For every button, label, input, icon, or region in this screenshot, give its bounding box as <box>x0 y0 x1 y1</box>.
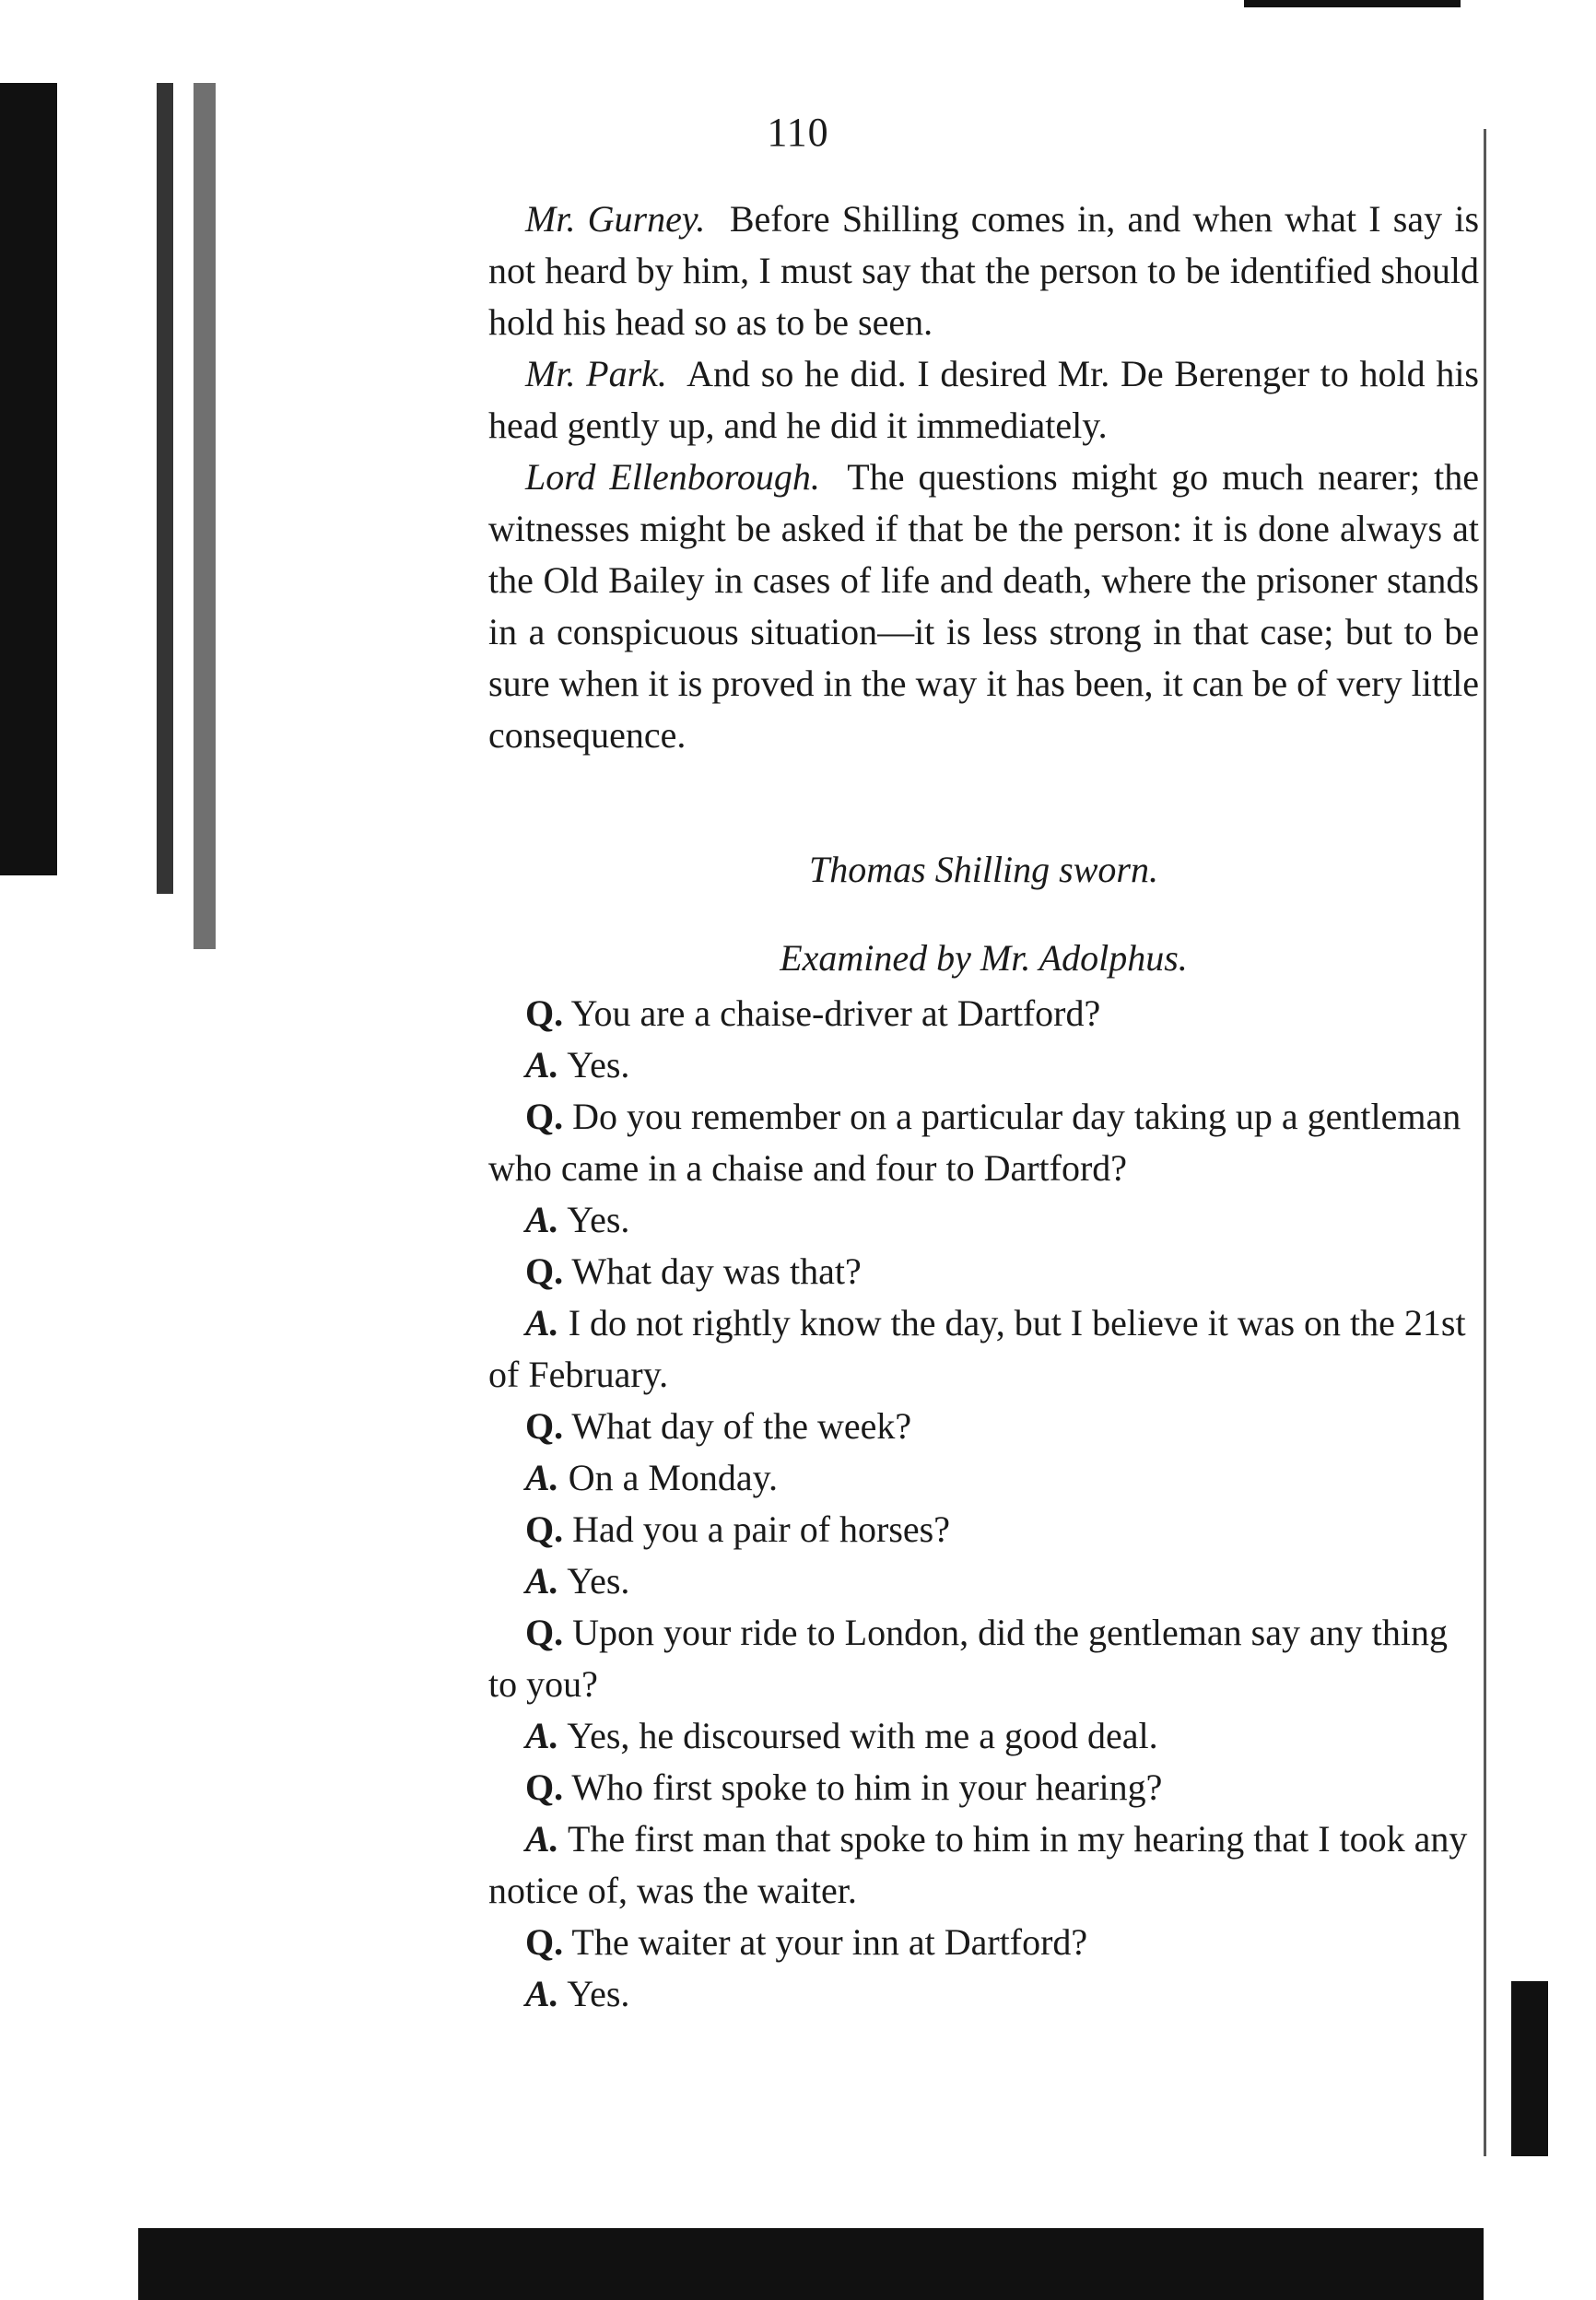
qa-text: Had you a pair of horses? <box>572 1508 950 1550</box>
page-number: 110 <box>767 110 829 155</box>
question-line <box>488 1917 1479 1968</box>
speech-paragraph <box>488 452 1479 761</box>
a-label: A. <box>525 1818 559 1860</box>
scan-right-rule <box>1484 129 1486 2156</box>
question-line <box>488 1607 1479 1710</box>
scan-left-edge <box>0 83 57 875</box>
page-body <box>488 194 1479 2020</box>
qa-text: The first man that spoke to him in my hearing that I took any notice of, was the waiter. <box>488 1818 1468 1911</box>
a-label: A. <box>525 1199 559 1240</box>
question-line <box>488 1762 1479 1813</box>
answer-line <box>488 1813 1479 1917</box>
qa-text: Yes. <box>567 1973 630 2014</box>
examination-heading: Examined by Mr. Adolphus. <box>780 937 1188 979</box>
qa-text: I do not rightly know the day, but I believe it was on the 21st of February. <box>488 1302 1466 1395</box>
scan-binding-shadow-2 <box>194 83 216 949</box>
speaker-name: Lord Ellenborough. <box>525 456 820 498</box>
qa-text: Who first spoke to him in your hearing? <box>571 1766 1163 1808</box>
speaker-name: Mr. Park. <box>525 353 667 394</box>
answer-line <box>488 1555 1479 1607</box>
qa-text: Do you remember on a particular day taking up a gentleman who came in a chaise and four to Dartford? <box>488 1096 1461 1189</box>
question-line <box>488 1246 1479 1297</box>
a-label: A. <box>525 1457 559 1498</box>
question-line <box>488 1401 1479 1452</box>
answer-line <box>488 1710 1479 1762</box>
speech-text: And so he did. I desired Mr. De Berenger to hold his head gently up, and he did it immediately. <box>488 353 1479 446</box>
speech-paragraph <box>488 348 1479 452</box>
qa-text: What day of the week? <box>571 1405 912 1447</box>
qa-text: You are a chaise-driver at Dartford? <box>570 992 1101 1034</box>
qa-text: On a Monday. <box>568 1457 779 1498</box>
a-label: A. <box>525 1715 559 1756</box>
q-label: Q. <box>525 1405 564 1447</box>
qa-text: Yes. <box>567 1044 630 1085</box>
a-label: A. <box>525 1302 559 1344</box>
qa-text: The waiter at your inn at Dartford? <box>571 1921 1088 1963</box>
q-label: Q. <box>525 1612 564 1653</box>
witness-heading: Thomas Shilling sworn. <box>809 849 1158 890</box>
answer-line <box>488 1968 1479 2020</box>
answer-line <box>488 1039 1479 1091</box>
speaker-name: Mr. Gurney. <box>525 198 706 240</box>
scan-top-corner <box>1244 0 1461 7</box>
answer-line <box>488 1297 1479 1401</box>
speech-text: The questions might go much nearer; the witnesses might be asked if that be the person: it is done always at the Old Bailey in cases of life and death, where the prisoner stands in a conspicuous situation—it is less strong in that case; but to be sure when it is proved in the way it has been, it can be of very little consequence. <box>488 456 1480 756</box>
q-label: Q. <box>525 1766 564 1808</box>
qa-text: Yes. <box>567 1199 630 1240</box>
a-label: A. <box>525 1560 559 1602</box>
qa-text: Yes, he discoursed with me a good deal. <box>567 1715 1158 1756</box>
a-label: A. <box>525 1044 559 1085</box>
question-line <box>488 988 1479 1039</box>
qa-text: What day was that? <box>571 1250 862 1292</box>
qa-text: Upon your ride to London, did the gentleman say any thing to you? <box>488 1612 1448 1705</box>
scan-right-block <box>1511 1981 1548 2156</box>
q-label: Q. <box>525 1096 564 1137</box>
scan-binding-shadow <box>157 83 173 894</box>
a-label: A. <box>525 1973 559 2014</box>
q-label: Q. <box>525 1921 564 1963</box>
q-label: Q. <box>525 1508 564 1550</box>
qa-text: Yes. <box>567 1560 630 1602</box>
scan-bottom-edge <box>138 2228 1484 2300</box>
q-label: Q. <box>525 1250 564 1292</box>
answer-line <box>488 1452 1479 1504</box>
q-label: Q. <box>525 992 564 1034</box>
question-line <box>488 1091 1479 1194</box>
speech-text: Before Shilling comes in, and when what I say is not heard by him, I must say that the person to be identified should hold his head so as to be seen. <box>488 198 1480 343</box>
question-line <box>488 1504 1479 1555</box>
answer-line <box>488 1194 1479 1246</box>
speech-paragraph <box>488 194 1479 348</box>
